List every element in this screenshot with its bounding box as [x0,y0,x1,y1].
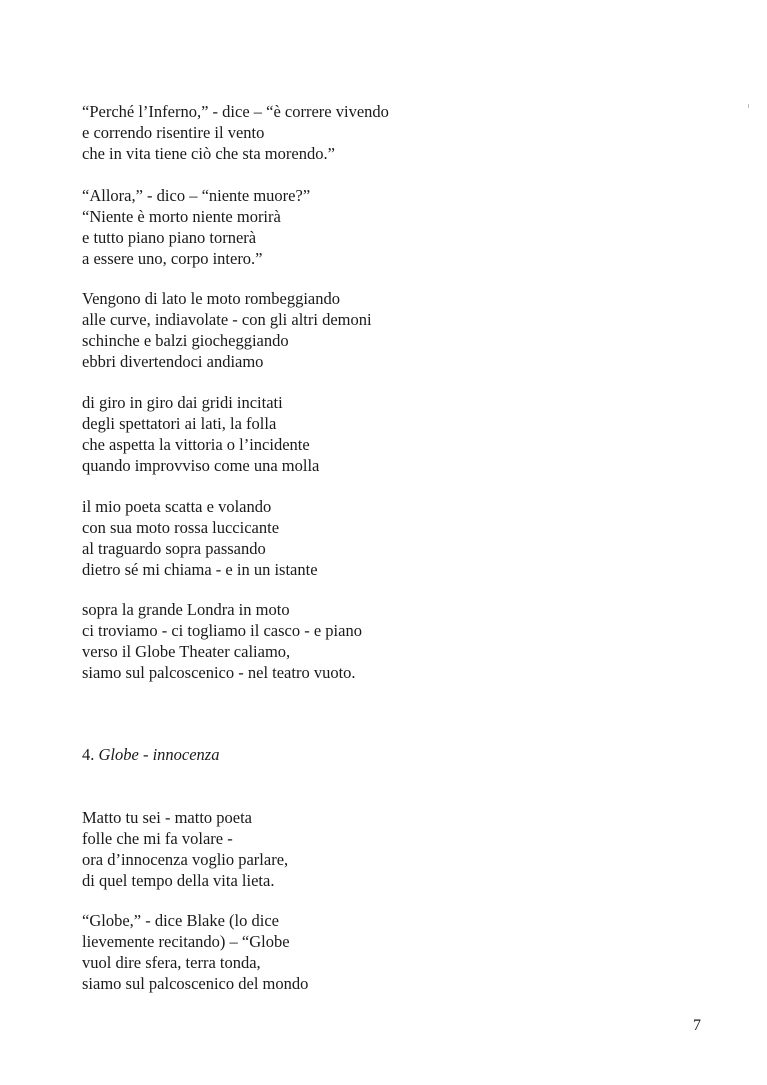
section-heading [82,744,219,765]
verse-line: degli spettatori ai lati, la folla [82,414,277,433]
verse-line: di giro in giro dai gridi incitati [82,393,283,412]
stanza-2 [82,185,310,269]
verse-line: “Allora,” - dico – “niente muore?” [82,186,311,205]
verse-line: alle curve, indiavolate - con gli altri demoni [82,310,372,329]
verse-line: dietro sé mi chiama - e in un istante [82,560,318,579]
verse-line: folle che mi fa volare - [82,829,233,848]
verse-line: ebbri divertendoci andiamo [82,352,264,371]
verse-line: di quel tempo della vita lieta. [82,871,275,890]
verse-line: al traguardo sopra passando [82,539,266,558]
stanza-1 [82,101,389,164]
verse-line: sopra la grande Londra in moto [82,600,290,619]
page-number: 7 [693,1017,701,1034]
stanza-4 [82,392,319,476]
stanza-3 [82,288,372,372]
scan-mark [748,104,749,108]
section-stanza-2 [82,910,308,994]
section-number: 4. [82,745,95,764]
verse-line: lievemente recitando) – “Globe [82,932,290,951]
verse-line: siamo sul palcoscenico del mondo [82,974,309,993]
verse-line: siamo sul palcoscenico - nel teatro vuoto. [82,663,356,682]
verse-line: e correndo risentire il vento [82,123,265,142]
verse-line: che in vita tiene ciò che sta morendo.” [82,144,335,163]
section-stanza-1 [82,807,288,891]
verse-line: e tutto piano piano tornerà [82,228,257,247]
verse-line: che aspetta la vittoria o l’incidente [82,435,310,454]
stanza-6 [82,599,362,683]
verse-line: a essere uno, corpo intero.” [82,249,263,268]
verse-line: con sua moto rossa luccicante [82,518,280,537]
stanza-5 [82,496,318,580]
verse-line: “Globe,” - dice Blake (lo dice [82,911,279,930]
verse-line: Vengono di lato le moto rombeggiando [82,289,340,308]
verse-line: ci troviamo - ci togliamo il casco - e piano [82,621,362,640]
verse-line: quando improvviso come una molla [82,456,320,475]
verse-line: Matto tu sei - matto poeta [82,808,253,827]
section-title: Globe - innocenza [98,745,220,764]
verse-line: ora d’innocenza voglio parlare, [82,850,289,869]
verse-line: “Niente è morto niente morirà [82,207,281,226]
verse-line: vuol dire sfera, terra tonda, [82,953,261,972]
verse-line: verso il Globe Theater caliamo, [82,642,291,661]
verse-line: “Perché l’Inferno,” - dice – “è correre vivendo [82,102,389,121]
verse-line: schinche e balzi giocheggiando [82,331,289,350]
verse-line: il mio poeta scatta e volando [82,497,272,516]
